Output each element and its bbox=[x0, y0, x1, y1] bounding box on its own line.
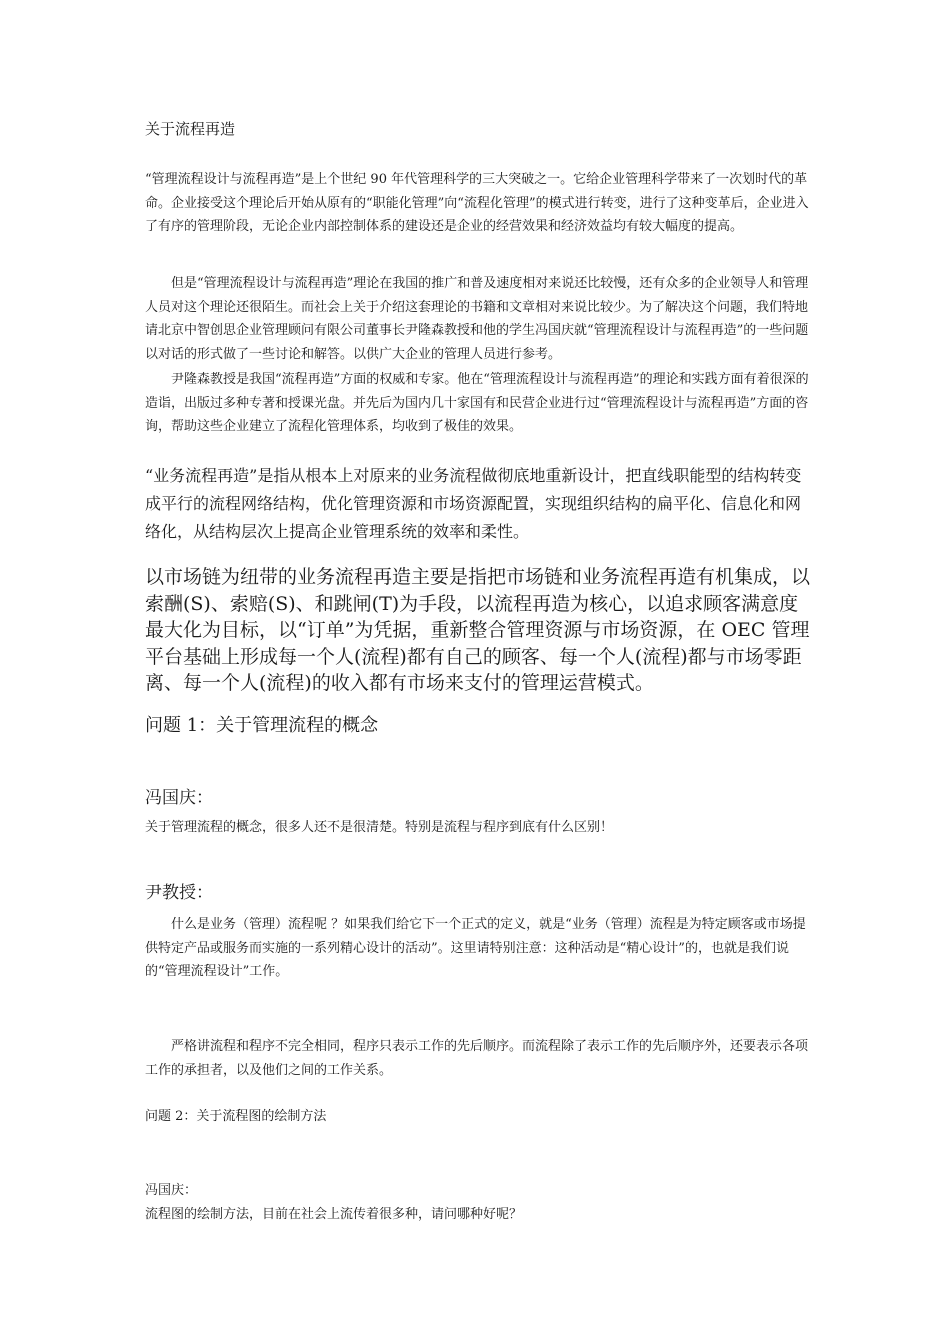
question-2-text: 流程图的绘制方法，目前在社会上流传着很多种，请问哪种好呢？ bbox=[145, 1207, 523, 1222]
answer-1-paragraph-2: 严格讲流程和程序不完全相同，程序只表示工作的先后顺序。而流程除了表示工作的先后顺序外，还要表示各项工作的承担者，以及他们之间的工作关系。 bbox=[145, 1039, 809, 1078]
question-2-heading: 问题 2：关于流程图的绘制方法 bbox=[145, 1109, 327, 1124]
question-1-text: 关于管理流程的概念，很多人还不是很清楚。特别是流程与程序到底有什么区别！ bbox=[145, 820, 614, 835]
speaker-yin-label: 尹教授： bbox=[145, 883, 213, 903]
intro-paragraph-2: 但是“管理流程设计与流程再造”理论在我国的推广和普及速度相对来说还比较慢，还有众多的企业领导人和管理人员对这个理论还很陌生。而社会上关于介绍这套理论的书籍和文章相对来说比较少。为了解决这个问题，我们特地请北京中智创思企业管理顾问有限公司董事长尹隆森教授和他的学生冯国庆就“管理流程设计与流程再造”的一些问题以对话的形式做了一些讨论和解答。以供广大企业的管理人员进行参考。 bbox=[145, 276, 809, 362]
intro-paragraph-1: “管理流程设计与流程再造”是上个世纪 90 年代管理科学的三大突破之一。它给企业管理科学带来了一次划时代的革命。企业接受这个理论后开始从原有的“职能化管理”向“流程化管理”的模式进行转变，进行了这种变革后，企业进入了有序的管理阶段，无论企业内部控制体系的建设还是企业的经营效果和经济效益均有较大幅度的提高。 bbox=[145, 172, 809, 234]
intro-paragraph-3: 尹隆森教授是我国“流程再造”方面的权威和专家。他在“管理流程设计与流程再造”的理论和实践方面有着很深的造诣，出版过多种专著和授课光盘。并先后为国内几十家国有和民营企业进行过“管理流程设计与流程再造”方面的咨询，帮助这些企业建立了流程化管理体系，均收到了极佳的效果。 bbox=[145, 372, 809, 434]
document-title: 关于流程再造 bbox=[145, 120, 236, 138]
speaker-feng-label: 冯国庆： bbox=[145, 788, 213, 808]
speaker-feng-label-2: 冯国庆： bbox=[145, 1183, 198, 1198]
definition-paragraph: “业务流程再造”是指从根本上对原来的业务流程做彻底地重新设计，把直线职能型的结构转变成平行的流程网络结构，优化管理资源和市场资源配置，实现组织结构的扁平化、信息化和网络化，从结构层次上提高企业管理系统的效率和柔性。 bbox=[145, 466, 802, 541]
answer-1-paragraph-1: 什么是业务（管理）流程呢 ？如果我们给它下一个正式的定义，就是“业务（管理）流程是为特定顾客或市场提供特定产品或服务而实施的一系列精心设计的活动”。这里请特别注意：这种活动是“精心设计”的，也就是我们说的“管理流程设计”工作。 bbox=[145, 917, 806, 979]
question-1-heading: 问题 1：关于管理流程的概念 bbox=[145, 715, 379, 736]
market-chain-paragraph: 以市场链为纽带的业务流程再造主要是指把市场链和业务流程再造有机集成，以索酬(S)、索赔(S)、和跳闸(T)为手段，以流程再造为核心，以追求顾客满意度最大化为目标，以“订单”为凭据，重新整合管理资源与市场资源，在 OEC 管理平台基础上形成每一个人(流程)都有自己的顾客、每一个人(流程)都与市场零距离、每一个人(流程)的收入都有市场来支付的管理运营模式。 bbox=[145, 566, 811, 694]
